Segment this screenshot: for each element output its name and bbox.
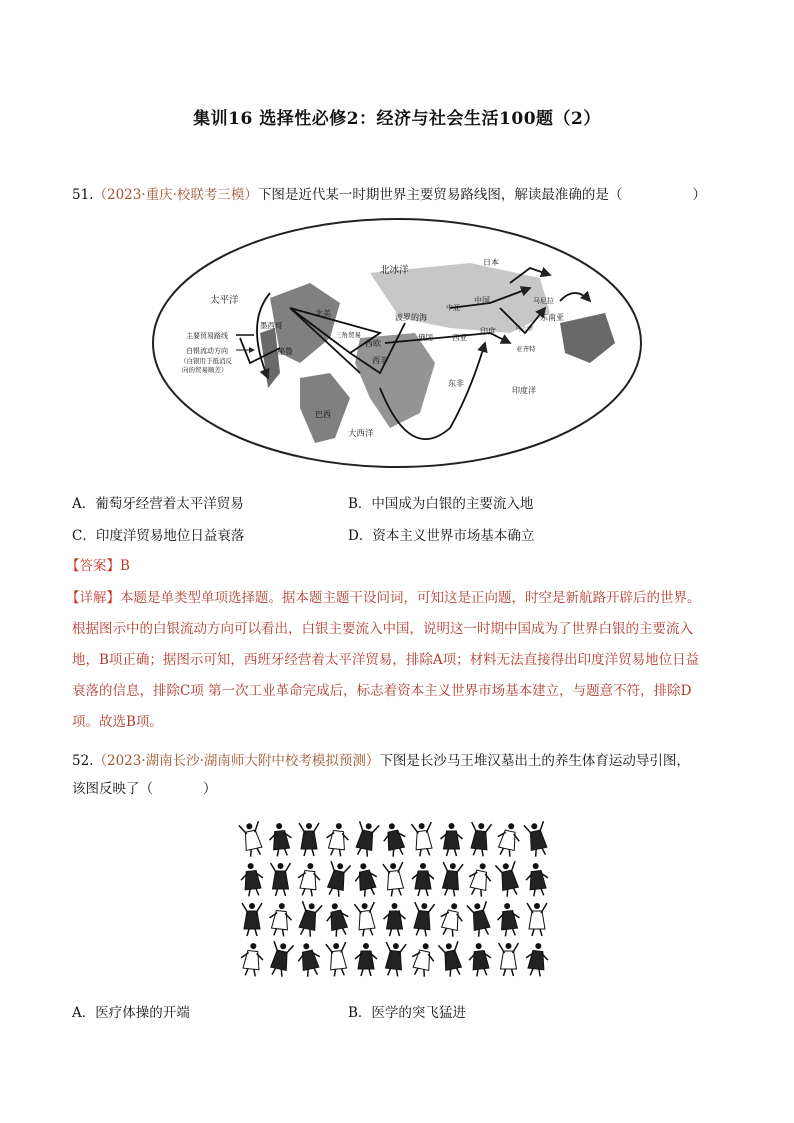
option-a: A．葡萄牙经营着太平洋贸易 bbox=[72, 496, 244, 512]
exercise-figure bbox=[524, 821, 550, 857]
label-triangle: 三角贸易 bbox=[335, 331, 361, 339]
answer-row bbox=[66, 556, 130, 576]
question-source: （2023·湖南长沙·湖南师大附中校考模拟预测） bbox=[93, 753, 380, 769]
exercise-figure bbox=[527, 903, 547, 936]
option-b: B．中国成为白银的主要流入地 bbox=[348, 496, 534, 512]
label-aceh: 亚齐特 bbox=[516, 345, 536, 353]
question-text: 下图是近代某一时期世界主要贸易路线图，解读最准确的是（ bbox=[257, 187, 623, 203]
exercise-figure bbox=[295, 941, 323, 978]
label-arctic: 北冰洋 bbox=[380, 265, 409, 276]
exercise-figure bbox=[296, 901, 322, 937]
label-west-europe: 西欧 bbox=[365, 339, 381, 348]
label-central-asia: 中亚 bbox=[446, 304, 460, 312]
exercise-figure bbox=[466, 861, 494, 898]
detail-line-3: 地，B项正确；据图示可知，西班牙经营着太平洋贸易，排除A项；材料无法直接得出印度洋贸易地位日益 bbox=[72, 652, 700, 668]
exercise-figure bbox=[239, 821, 265, 857]
answer-tag: 【答案】 bbox=[66, 558, 120, 574]
question-52-stem bbox=[72, 751, 690, 771]
label-east-africa: 东非 bbox=[448, 379, 464, 388]
exercise-figure bbox=[242, 903, 262, 936]
question-source: （2023·重庆·校联考三模） bbox=[93, 187, 258, 203]
exercise-figure bbox=[239, 942, 264, 977]
legend-note-2: 向的贸易顺差） bbox=[182, 366, 228, 374]
exercise-figure bbox=[437, 901, 465, 938]
exercise-figure bbox=[354, 902, 377, 937]
legend-note-1: （白银用于抵消反 bbox=[180, 357, 232, 365]
label-brazil: 巴西 bbox=[315, 410, 331, 419]
label-china: 中国 bbox=[474, 296, 490, 305]
exercise-figure bbox=[495, 861, 521, 897]
answer-value: B bbox=[120, 558, 130, 574]
exercise-figure bbox=[467, 901, 493, 937]
legend-silver: 白银流动方向 bbox=[186, 347, 228, 355]
exercise-figure bbox=[467, 942, 492, 977]
label-peru: 秘鲁 bbox=[277, 347, 293, 356]
detail-line-5: 项。故选B项。 bbox=[72, 714, 163, 730]
label-india: 印度 bbox=[480, 327, 496, 336]
exercise-figure bbox=[271, 863, 291, 896]
exercise-figure bbox=[468, 822, 491, 857]
exercise-figure bbox=[384, 903, 406, 936]
trade-route-map bbox=[150, 213, 644, 473]
detail-line-4: 衰落的信息，排除C项 第一次工业革命完成后，标志着资本主义世界市场基本建立，与题意不符，排除D bbox=[72, 683, 692, 699]
exercise-figure bbox=[440, 862, 463, 897]
exercise-figure bbox=[325, 822, 350, 857]
question-number: 51. bbox=[72, 187, 94, 203]
label-west-asia: 西亚 bbox=[452, 333, 467, 342]
option-b: B．医学的突飞猛进 bbox=[348, 1005, 466, 1021]
question-51-stem: 51.（2023·重庆·校联考三模）下图是近代某一时期世界主要贸易路线图，解读最准确的是（ ） bbox=[72, 187, 706, 203]
exercise-figure bbox=[267, 941, 293, 977]
exercise-figure bbox=[438, 941, 464, 977]
exercise-figure bbox=[383, 942, 406, 977]
label-japan: 日本 bbox=[483, 258, 499, 267]
exercise-figure bbox=[326, 942, 349, 977]
exercise-figure bbox=[412, 863, 434, 896]
exercise-figure bbox=[496, 902, 521, 937]
exercise-figure bbox=[239, 862, 264, 897]
exercise-figure bbox=[499, 943, 519, 976]
exercise-figure bbox=[352, 861, 380, 898]
label-west-africa: 西非 bbox=[372, 356, 388, 365]
page-title: 集训16 选择性必修2：经济与社会生活100题（2） bbox=[193, 109, 601, 129]
label-southeast-asia: 东南亚 bbox=[540, 313, 564, 322]
exercise-figure bbox=[411, 902, 434, 937]
detail-line-1: 本题是单类型单项选择题。据本题主题干设问词，可知这是正向题，时空是新航路开辟后的世界。 bbox=[120, 590, 701, 606]
daoyin-exercise-figure bbox=[238, 815, 556, 983]
legend-route: 主要贸易路线 bbox=[186, 332, 228, 340]
exercise-figure bbox=[441, 823, 463, 856]
exercise-figure bbox=[524, 862, 549, 897]
option-d: D．资本主义世界市场基本确立 bbox=[348, 528, 535, 544]
exercise-figure bbox=[494, 821, 522, 858]
label-indian-ocean: 印度洋 bbox=[512, 386, 536, 395]
explanation bbox=[66, 583, 732, 738]
exercise-figure bbox=[323, 901, 351, 938]
exercise-figure bbox=[296, 862, 321, 897]
daoyin-figures-svg bbox=[238, 815, 556, 983]
label-atlantic: 大西洋 bbox=[348, 429, 374, 439]
detail-line-2: 根据图示中的白银流动方向可以看出，白银主要流入中国，说明这一时期中国成为了世界白银的主要流入 bbox=[72, 621, 693, 637]
label-manila: 马尼拉 bbox=[533, 297, 554, 305]
label-north-america: 北美 bbox=[315, 309, 331, 318]
exercise-figure bbox=[353, 821, 379, 857]
world-map-svg bbox=[150, 213, 644, 473]
exercise-figure bbox=[268, 902, 293, 937]
exercise-figure bbox=[409, 941, 437, 978]
exercise-figure bbox=[268, 822, 293, 857]
option-a: A．医疗体操的开端 bbox=[72, 1005, 190, 1021]
exercise-figure bbox=[355, 943, 377, 976]
question-text: 下图是长沙马王堆汉墓出土的养生体育运动导引图， bbox=[379, 753, 690, 769]
exercise-figure bbox=[324, 861, 350, 897]
label-baltic: 波罗的海 bbox=[395, 313, 427, 322]
question-52-stem-2: 该图反映了（ ） bbox=[72, 781, 217, 797]
label-malacca: 马六甲 bbox=[515, 326, 534, 333]
label-pacific: 太平洋 bbox=[210, 295, 239, 306]
detail-tag: 【详解】 bbox=[66, 590, 120, 606]
exercise-figure bbox=[299, 823, 319, 856]
question-number: 52. bbox=[72, 753, 94, 769]
exercise-figure bbox=[380, 821, 408, 858]
label-russia: 俄国 bbox=[418, 333, 433, 342]
exercise-figure bbox=[383, 862, 406, 897]
exercise-figure bbox=[411, 822, 434, 857]
option-c: C．印度洋贸易地位日益衰落 bbox=[72, 528, 245, 544]
label-mexico: 墨西哥 bbox=[260, 321, 283, 330]
exercise-figure bbox=[524, 942, 549, 977]
